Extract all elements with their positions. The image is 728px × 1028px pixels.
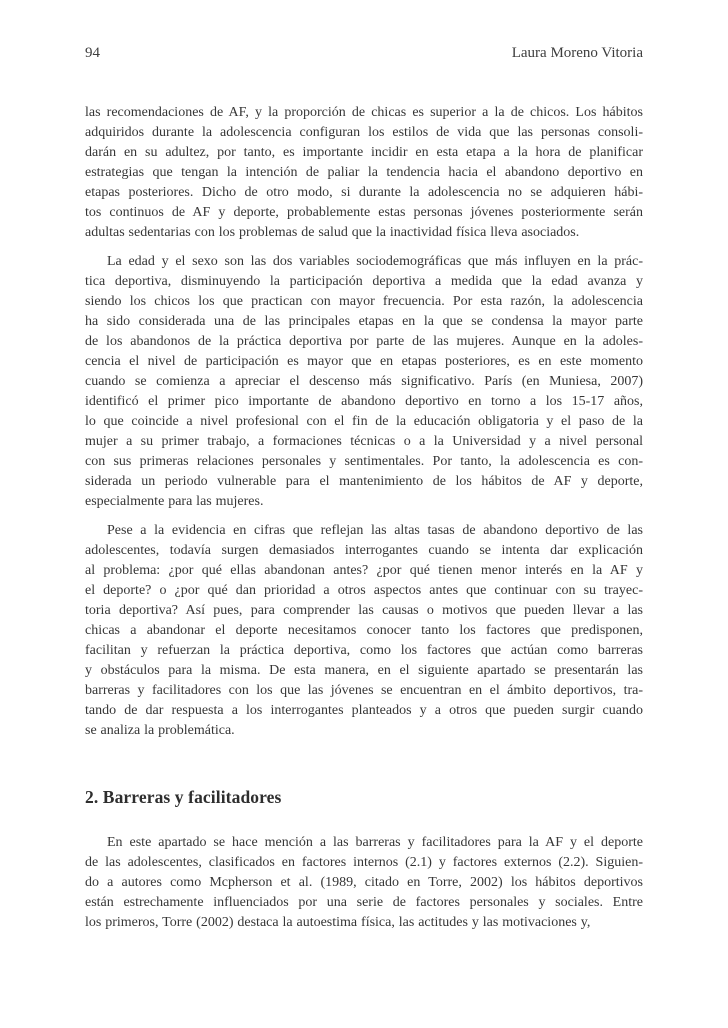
- text-line: siendo los chicos los que practican con mayor frecuencia. Por esta razón, la adolescencia: [85, 294, 643, 309]
- text-line: En este apartado se hace mención a las barreras y facilitadores para la AF y el deporte: [107, 835, 643, 850]
- text-line: do a autores como Mcpherson et al. (1989, citado en Torre, 2002) los hábitos deportivos: [85, 875, 643, 890]
- text-line: los primeros, Torre (2002) destaca la autoestima física, las actitudes y las motivaciones y,: [85, 915, 591, 930]
- text-line: adultas sedentarias con los problemas de salud que la inactividad física lleva asociados.: [85, 225, 580, 240]
- running-head-author: Laura Moreno Vitoria: [511, 45, 643, 61]
- text-line: tando de dar respuesta a los interrogantes planteados y a otros que pueden surgir cuando: [85, 703, 643, 718]
- text-line: identificó el primer pico importante de abandono deportivo en torno a los 15-17 años,: [85, 394, 643, 409]
- text-line: el deporte? o ¿por qué dan prioridad a otros aspectos antes que continuar con su trayec-: [85, 583, 643, 598]
- text-block-after-heading: [85, 833, 643, 933]
- text-line: siderada un periodo vulnerable para el mantenimiento de los hábitos de AF y deporte,: [85, 474, 643, 489]
- text-line: están estrechamente influenciados por una serie de factores personales y sociales. Entre: [85, 895, 643, 910]
- text-line: tos continuos de AF y deporte, probablemente estas personas jóvenes posteriormente serán: [85, 205, 643, 220]
- text-line: ha sido considerada una de las principales etapas en la que se condensa la mayor parte: [85, 314, 643, 329]
- text-line: se analiza la problemática.: [85, 723, 235, 738]
- text-block-before-heading: [85, 103, 643, 741]
- page-body: [85, 103, 643, 933]
- text-line: Pese a la evidencia en cifras que reflejan las altas tasas de abandono deportivo de las: [107, 523, 643, 538]
- paragraph: [85, 521, 643, 741]
- text-line: de las adolescentes, clasificados en factores internos (2.1) y factores externos (2.2). Siguien-: [85, 855, 643, 870]
- section-heading: 2. Barreras y facilitadores: [85, 787, 282, 807]
- paragraph: [85, 833, 643, 933]
- paragraph: [85, 103, 643, 243]
- text-line: facilitan y refuerzan la práctica deportiva, como los factores que actúan como barreras: [85, 643, 643, 658]
- text-line: al problema: ¿por qué ellas abandonan antes? ¿por qué tienen menor interés en la AF y: [85, 563, 643, 578]
- page-header: [85, 43, 643, 63]
- text-line: adolescentes, todavía surgen demasiados interrogantes cuando se intenta dar explicación: [85, 543, 643, 558]
- paragraph: [85, 252, 643, 512]
- text-line: cuando se comienza a apreciar el descenso más significativo. París (en Muniesa, 2007): [85, 374, 643, 389]
- text-line: especialmente para las mujeres.: [85, 494, 264, 509]
- text-line: chicas a abandonar el deporte necesitamos conocer tanto los factores que predisponen,: [85, 623, 643, 638]
- text-line: darán en su adultez, por tanto, es importante incidir en esta etapa a la hora de planificar: [85, 145, 643, 160]
- text-line: barreras y facilitadores con los que las jóvenes se encuentran en el ámbito deportivos, tra-: [85, 683, 643, 698]
- text-line: de los abandonos de la práctica deportiva por parte de las mujeres. Aunque en la adoles-: [85, 334, 643, 349]
- text-line: mujer a su primer trabajo, a formaciones técnicas o a la Universidad y a nivel personal: [85, 434, 643, 449]
- text-line: tica deportiva, disminuyendo la participación deportiva a medida que la edad avanza y: [85, 274, 643, 289]
- text-line: adquiridos durante la adolescencia configuran los estilos de vida que las personas consoli-: [85, 125, 643, 140]
- text-line: estrategias que tengan la intención de paliar la tendencia hacia el abandono deportivo en: [85, 165, 643, 180]
- page-number: 94: [85, 45, 100, 61]
- text-line: lo que coincide a nivel profesional con el fin de la educación obligatoria y el paso de la: [85, 414, 643, 429]
- text-line: etapas posteriores. Dicho de otro modo, si durante la adolescencia no se adquieren hábi-: [85, 185, 643, 200]
- text-line: cencia el nivel de participación es mayor que en etapas posteriores, es en este momento: [85, 354, 643, 369]
- text-line: toria deportiva? Así pues, para comprender las causas o motivos que pueden llevar a las: [85, 603, 643, 618]
- text-line: La edad y el sexo son las dos variables sociodemográficas que más influyen en la prác-: [107, 254, 643, 269]
- text-line: con sus primeras relaciones personales y sentimentales. Por tanto, la adolescencia es con-: [85, 454, 643, 469]
- text-line: y obstáculos para la misma. De esta manera, en el siguiente apartado se presentarán las: [85, 663, 643, 678]
- text-line: las recomendaciones de AF, y la proporción de chicas es superior a la de chicos. Los hábitos: [85, 105, 643, 120]
